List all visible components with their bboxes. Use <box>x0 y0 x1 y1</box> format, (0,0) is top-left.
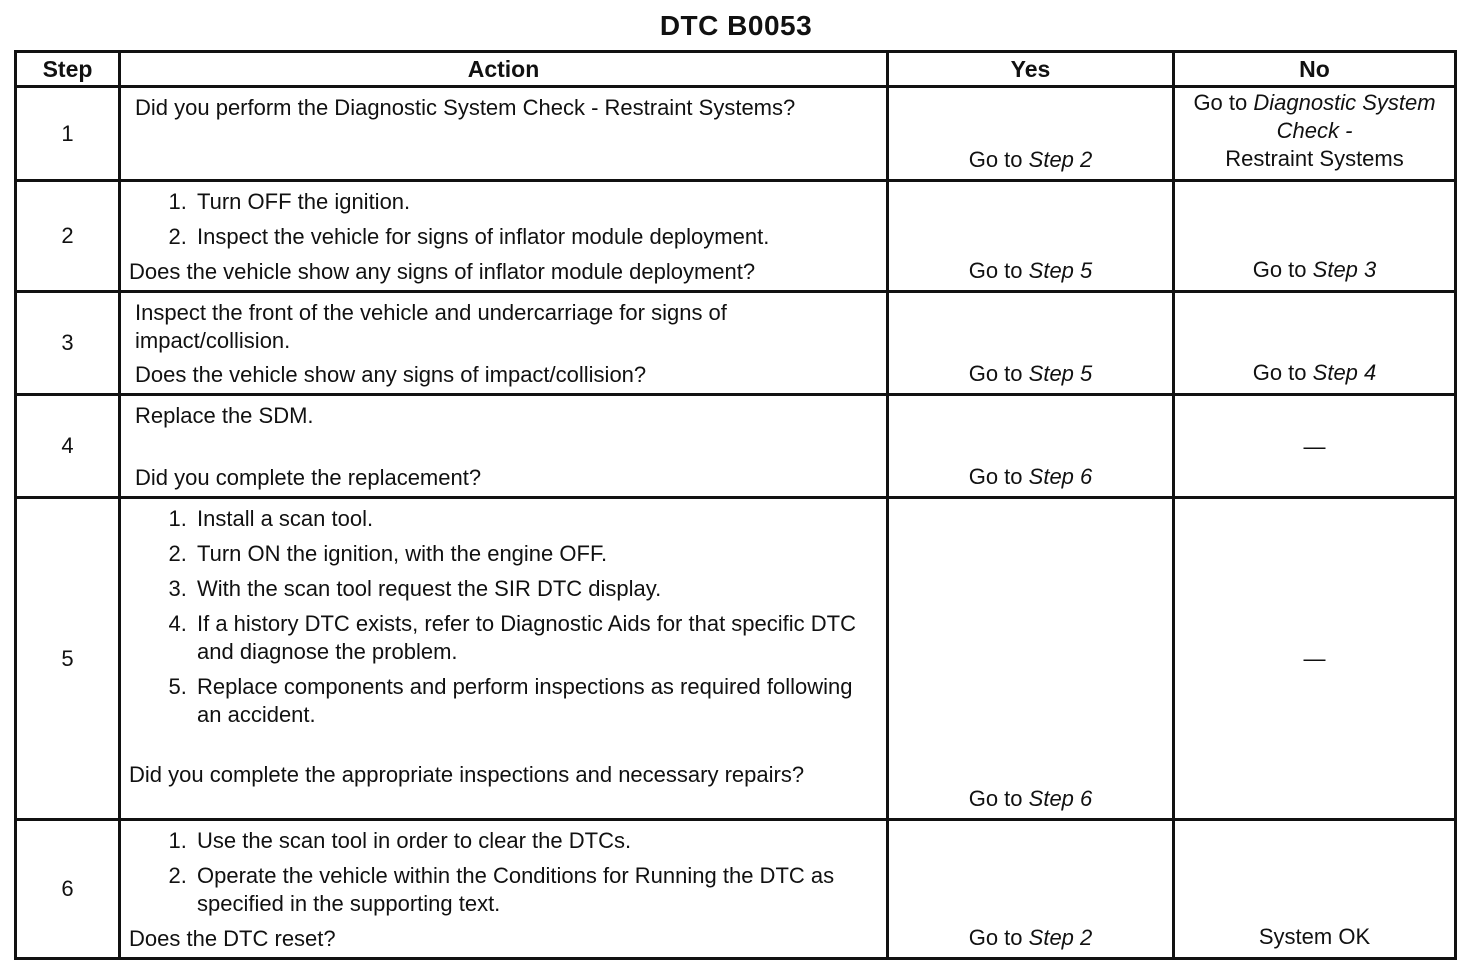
table-row <box>16 292 1456 395</box>
action-cell <box>120 820 888 959</box>
no-cell: — <box>1174 498 1456 820</box>
go-to-prefix: Go to <box>968 925 1023 950</box>
table-row <box>16 87 1456 181</box>
question: Did you complete the replacement? <box>135 465 482 490</box>
page-title: DTC B0053 <box>659 10 813 41</box>
question: Did you perform the Diagnostic System Check - Restraint Systems? <box>135 95 796 120</box>
step-number: 3 <box>16 292 120 395</box>
go-to-prefix: Go to <box>1193 90 1248 115</box>
go-to-prefix: Go to <box>968 258 1023 283</box>
step-link[interactable]: Step 4 <box>1312 360 1377 385</box>
step-number: 5 <box>16 498 120 820</box>
no-cell <box>1174 87 1456 181</box>
instruction: Replace the SDM. <box>135 403 314 428</box>
step-link[interactable]: Step 5 <box>1028 361 1093 386</box>
action-list <box>135 827 876 918</box>
go-to-prefix: Go to <box>1252 257 1307 282</box>
action-cell <box>120 292 888 395</box>
action-list <box>135 188 876 251</box>
go-to-prefix: Go to <box>1252 360 1307 385</box>
action-cell <box>120 498 888 820</box>
step-link[interactable]: Step 6 <box>1028 464 1093 489</box>
step-number: 4 <box>16 395 120 498</box>
question: Does the DTC reset? <box>129 926 336 951</box>
go-to-prefix: Go to <box>968 147 1023 172</box>
no-cell: — <box>1174 395 1456 498</box>
go-to-prefix: Go to <box>968 464 1023 489</box>
step-link[interactable]: Step 6 <box>1028 786 1093 811</box>
table-row <box>16 181 1456 292</box>
step-number: 1 <box>16 87 120 181</box>
header-yes: Yes <box>888 52 1174 87</box>
step-number: 6 <box>16 820 120 959</box>
yes-cell <box>888 820 1174 959</box>
procedure-name: Restraint Systems <box>1225 146 1404 171</box>
yes-cell <box>888 292 1174 395</box>
yes-cell <box>888 395 1174 498</box>
table-row <box>16 395 1456 498</box>
table-row <box>16 820 1456 959</box>
list-item: 1. Use the scan tool in order to clear the DTCs. <box>193 827 876 855</box>
action-cell <box>120 395 888 498</box>
step-link[interactable]: Step 5 <box>1028 258 1093 283</box>
table-row <box>16 498 1456 820</box>
yes-cell <box>888 181 1174 292</box>
procedure-link[interactable]: Diagnostic System Check - <box>1253 90 1436 143</box>
no-cell <box>1174 181 1456 292</box>
diagnostic-table <box>14 50 1457 960</box>
header-no: No <box>1174 52 1456 87</box>
header-action: Action <box>120 52 888 87</box>
no-cell: System OK <box>1174 820 1456 959</box>
go-to-prefix: Go to <box>968 361 1023 386</box>
step-number: 2 <box>16 181 120 292</box>
yes-cell <box>888 498 1174 820</box>
question: Does the vehicle show any signs of inflator module deployment? <box>129 259 756 284</box>
list-item: 2. Operate the vehicle within the Conditions for Running the DTC as specified in the supporting text. <box>193 862 876 918</box>
header-step: Step <box>16 52 120 87</box>
go-to-prefix: Go to <box>968 786 1023 811</box>
action-cell <box>120 87 888 181</box>
step-link[interactable]: Step 2 <box>1028 925 1093 950</box>
list-item: 5. Replace components and perform inspections as required following an accident. <box>193 673 876 729</box>
list-item: 4. If a history DTC exists, refer to Diagnostic Aids for that specific DTC and diagnose the problem. <box>193 610 876 666</box>
step-link[interactable]: Step 3 <box>1312 257 1377 282</box>
list-item: 2. Inspect the vehicle for signs of inflator module deployment. <box>193 223 876 251</box>
action-cell <box>120 181 888 292</box>
question: Did you complete the appropriate inspections and necessary repairs? <box>129 762 805 787</box>
header-row <box>16 52 1456 87</box>
list-item: 1. Turn OFF the ignition. <box>193 188 876 216</box>
list-item: 2. Turn ON the ignition, with the engine OFF. <box>193 540 876 568</box>
step-link[interactable]: Step 2 <box>1028 147 1093 172</box>
question: Does the vehicle show any signs of impact/collision? <box>135 362 647 387</box>
action-list <box>135 505 876 729</box>
list-item: 1. Install a scan tool. <box>193 505 876 533</box>
instruction: Inspect the front of the vehicle and undercarriage for signs of impact/collision. <box>135 300 727 353</box>
yes-cell <box>888 87 1174 181</box>
list-item: 3. With the scan tool request the SIR DTC display. <box>193 575 876 603</box>
no-cell <box>1174 292 1456 395</box>
